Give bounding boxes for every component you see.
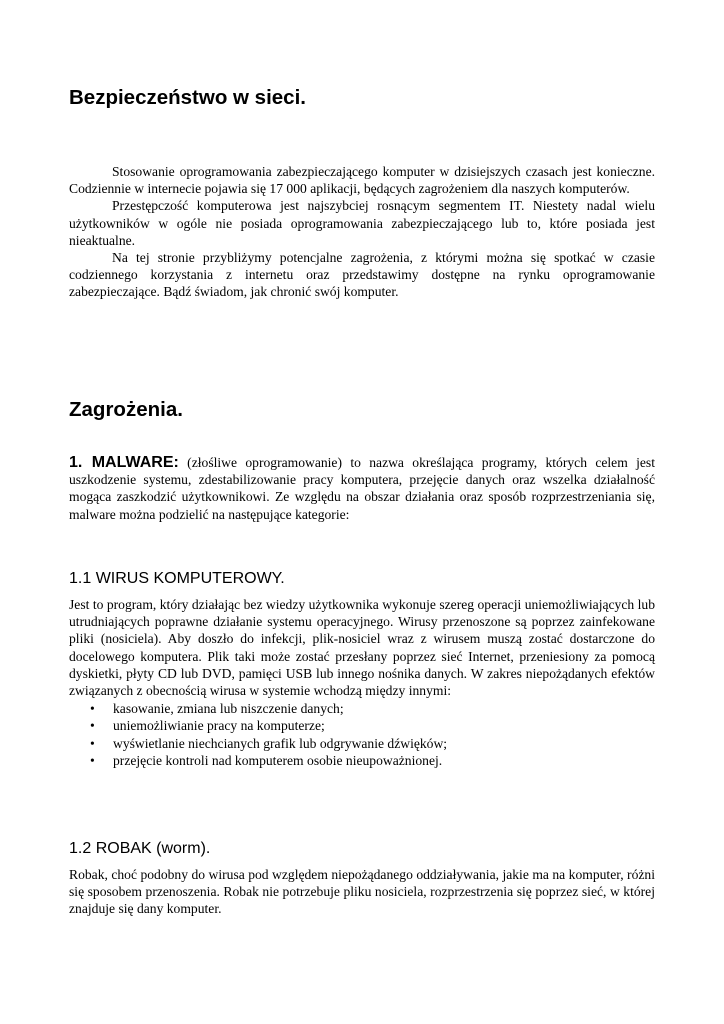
list-item: • wyświetlanie niechcianych grafik lub odgrywanie dźwięków; xyxy=(90,735,448,751)
bullet-icon: • xyxy=(90,735,95,751)
list-item: • kasowanie, zmiana lub niszczenie danych; xyxy=(90,701,344,717)
title-threats: Zagrożenia. xyxy=(69,398,183,421)
virus-paragraph: Jest to program, który działając bez wiedzy użytkownika wykonuje szereg operacji uniemożliwiających lub utrudniających poprawne działanie systemu operacyjnego. Wirusy przenoszone są poprzez zainfekowane pliki (nosiciela). Aby doszło do infekcji, plik-nosiciel wraz z wirusem muszą zostać dostarczone do docelowego komputera. Plik taki może zostać przesłany poprzez sieć Internet, przeniesiony za pomocą dyskietki, płyty CD lub DVD, pamięci USB lub innego nośnika danych. W zakres niepożądanych efektów związanych z obecnością wirusa w systemie wchodzą między innymi: xyxy=(69,597,655,699)
malware-text: (złośliwe oprogramowanie) to nazwa określająca programy, których celem jest uszkodzenie systemu, zdestabilizowanie pracy komputera, przejęcie danych oraz wszelka działalność mogąca zaszkodzić użytkownikowi. Ze względu na obszar działania oraz sposób rozprzestrzeniania się, malware można podzielić na następujące kategorie: xyxy=(69,455,656,522)
bullet-icon: • xyxy=(90,718,95,734)
list-item: • przejęcie kontroli nad komputerem osobie nieupoważnionej. xyxy=(90,752,443,768)
heading-virus: 1.1 WIRUS KOMPUTEROWY. xyxy=(69,570,285,587)
malware-lead: 1. MALWARE: xyxy=(69,454,179,471)
intro-paragraph-1: Stosowanie oprogramowania zabezpieczającego komputer w dzisiejszych czasach jest konieczne. Codziennie w internecie pojawia się 17 000 aplikacji, będących zagrożeniem dla naszych komputerów. xyxy=(69,164,655,197)
malware-paragraph xyxy=(69,454,655,523)
title-security: Bezpieczeństwo w sieci. xyxy=(69,86,306,109)
virus-effects-list xyxy=(69,700,655,769)
worm-paragraph: Robak, choć podobny do wirusa pod względem niepożądanego oddziaływania, jakie ma na komputer, różni się sposobem przenoszenia. Robak nie potrzebuje pliku nosiciela, rozprzestrzenia się poprzez sieć, w której znajduje się dany komputer. xyxy=(69,867,655,917)
bullet-icon: • xyxy=(90,752,95,768)
list-item: • uniemożliwianie pracy na komputerze; xyxy=(90,718,325,734)
intro-paragraph-3: Na tej stronie przybliżymy potencjalne zagrożenia, z którymi można się spotkać w czasie codziennego korzystania z internetu oraz przedstawimy dostępne na rynku oprogramowanie zabezpieczające. Bądź świadom, jak chronić swój komputer. xyxy=(69,250,655,300)
malware-section xyxy=(69,454,655,523)
intro-paragraphs xyxy=(69,163,655,301)
intro-paragraph-2: Przestępczość komputerowa jest najszybciej rosnącym segmentem IT. Niestety nadal wielu użytkowników w ogóle nie posiada oprogramowania zabezpieczającego lub to, które posiada jest nieaktualne. xyxy=(69,198,655,248)
virus-section xyxy=(69,596,655,769)
heading-worm: 1.2 ROBAK (worm). xyxy=(69,840,211,857)
worm-section xyxy=(69,866,655,918)
bullet-icon: • xyxy=(90,701,95,717)
